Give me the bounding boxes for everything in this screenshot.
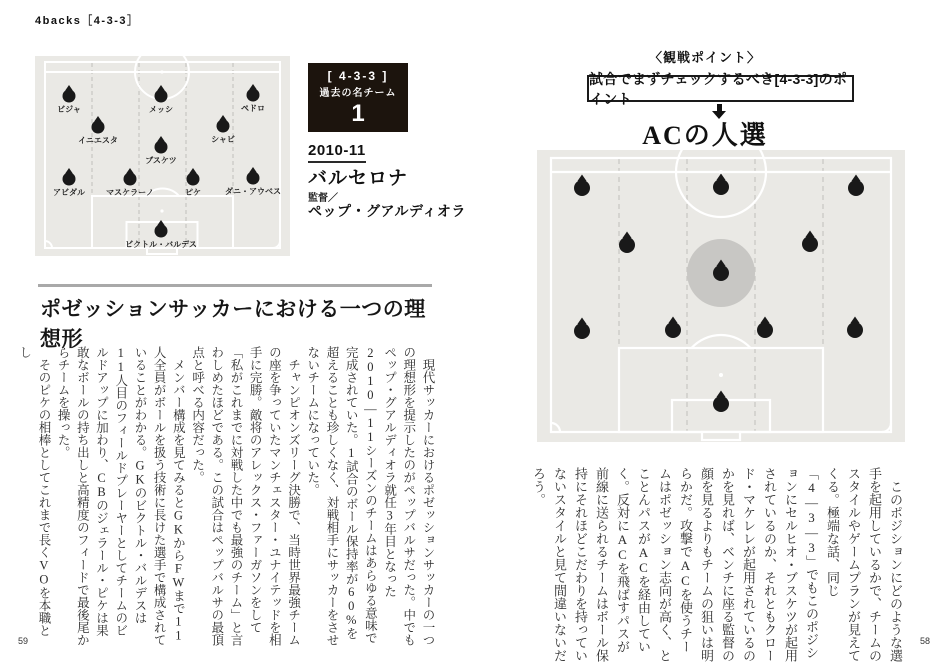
body-paragraph: メンバー構成を見てみるとGKからFWまで11人全員がボールを扱う技術に長けた選手で構成されていることがわかる。GKのビクトル・バルデスは11人目のフィールドプレーヤーとしてチームのビルドアップに加わり、CBのジェラール・ピケは果敢なボールの持ち出しと高精度のフィードで最後尾からチームを操った。 [56,346,186,646]
badge-series-label: 過去の名チーム [319,88,397,99]
check-point-box [587,70,854,107]
badge-formation-label: [ 4-3-3 ] [327,69,389,83]
chapter-badge [308,63,408,132]
page-number-right: 58 [920,636,931,646]
player-label: ブスケツ [145,156,177,165]
body-paragraph: チャンピオンズリーグ決勝で、当時世界最強チームの座を争っていたマンチェスター・ユナイテッドを相手に完勝。敵将のアレックス・ファーガソンをして「私がこれまでに対戦した中でも最強のチーム」と言わしめたほどである。この試合はペップバルサの最頂点と呼べる内容だった。 [190,346,301,646]
pitch-diagram-ac-point [537,150,905,442]
player-label: ビジャ [57,105,81,114]
watch-point-title: 〈観戦ポイント〉 [648,50,761,65]
team-name: バルセロナ [308,168,409,189]
player-label: マスケラーノ [106,188,154,197]
formation-header-tag: 4backs［4-3-3］ [35,15,140,27]
body-paragraph: 現代サッカーにおけるポゼッションサッカーの一つの理想形を提示したのがペップバルサだった。中でもペップ・グアルディオラ就任3年目となった2010―11シーズンのチームはあらゆる意味で完成されていた。1試合のボール保持率が60%を超えることも珍しくなく、対戦相手にサッカーをさせないチームになっていた。 [305,346,435,646]
body-paragraph: このポジションにどのような選手を起用しているかで、チームのスタイルやゲームプランが見えてくる。極端な話、同じ「4―3―3」でもこのポジションにセルヒオ・ブスケツが起用されているのか、それともクロード・マケレレが起用されているのかを見れば、ベンチに座る監督の顔を見るよりもチームの狙いは明らかだ。攻撃でACを使うチームはポゼッション志向が高く、とことんパスがACを経由していく。反対にACを飛ばすパスが前線に送られるチームはボール保持にそれほどこだわりを持っていないスタイルと見て間違いないだろう。 [531,467,903,662]
article-headline: ポゼッションサッカーにおける一つの理想形 [40,297,426,351]
player-label: シャビ [211,135,235,144]
check-point-label: 試合でまずチェックするべき[4-3-3]のポイント [589,70,848,107]
player-label: ペドロ [241,104,265,113]
player-label: イニエスタ [78,136,118,145]
goal [702,432,740,440]
center-spot [160,70,163,73]
player-label: ビクトル・バルデス [125,240,197,249]
article-body-right [531,467,906,665]
headline-rule [38,284,432,287]
penalty-spot [719,373,723,377]
pitch-diagram-barcelona [35,56,290,256]
manager-label: 監督／ [308,193,338,204]
penalty-spot [160,209,163,212]
page-number-left: 59 [18,636,29,646]
ac-selection-title: ACの人選 [642,121,768,150]
season-label: 2010-11 [308,142,366,163]
badge-number: 1 [351,100,365,127]
body-paragraph: そのピケの相棒としてこれまで長くVOを本職とし [17,346,51,637]
center-spot [719,170,723,174]
player-label: ダニ・アウベス [225,187,281,196]
player-label: ピケ [185,188,201,197]
player-label: アビダル [53,188,85,197]
manager-name: ペップ・グアルディオラ [308,203,466,219]
player-label: メッシ [149,105,173,114]
